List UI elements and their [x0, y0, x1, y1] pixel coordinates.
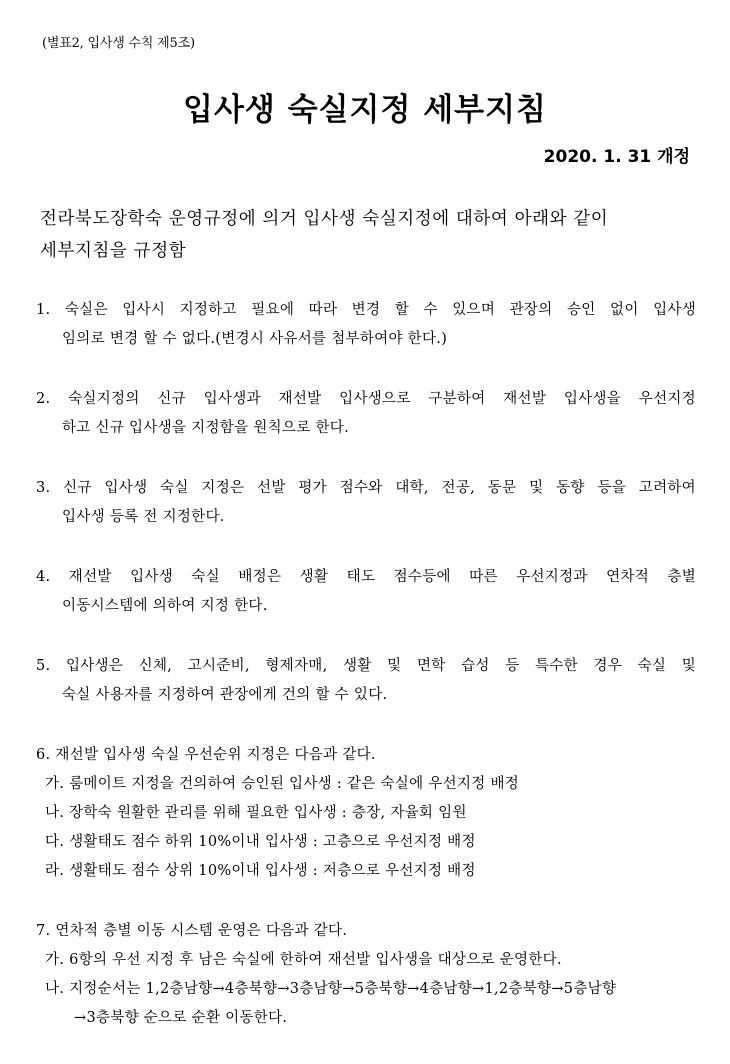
item-line-continued: 이동시스템에 의하여 지정 한다. [62, 598, 268, 614]
item-line: 2. 숙실지정의 신규 입사생과 재선발 입사생으로 구분하여 재선발 입사생을 우선지정 [36, 391, 696, 407]
revision-date: 2020. 1. 31 개정 [543, 147, 690, 167]
sub-item-ra: 라. 생활태도 점수 상위 10%이내 입사생 : 저층으로 우선지정 배정 [45, 863, 476, 879]
sub-item-na: 나. 장학숙 원활한 관리를 위해 필요한 입사생 : 층장, 자율회 임원 [45, 805, 467, 821]
document-title: 입사생 숙실지정 세부지침 [183, 92, 547, 128]
intro-line-1: 전라북도장학숙 운영규정에 의거 입사생 숙실지정에 대하여 아래와 같이 [40, 209, 609, 229]
guideline-item-7 [36, 917, 696, 1033]
sub-item-ga: 가. 6항의 우선 지정 후 남은 숙실에 한하여 재선발 입사생을 대상으로 운영한다. [45, 952, 562, 968]
intro-paragraph [40, 203, 695, 267]
sub-item-ga: 가. 룸메이트 지정을 건의하여 승인된 입사생 : 같은 숙실에 우선지정 배정 [45, 776, 520, 792]
item-line: 4. 재선발 입사생 숙실 배정은 생활 태도 점수등에 따른 우선지정과 연차적 층별 [36, 569, 696, 585]
item-line-continued: 임의로 변경 할 수 없다.(변경시 사유서를 첨부하여야 한다.) [62, 331, 448, 347]
sub-item-na: 나. 지정순서는 1,2층남향→4층북향→3층남향→5층북향→4층남향→1,2층북향→5층남향 [45, 981, 617, 997]
item-line-continued: 숙실 사용자를 지정하여 관장에게 건의 할 수 있다. [62, 687, 388, 703]
guideline-item-1 [36, 296, 696, 354]
guideline-item-3 [36, 474, 696, 532]
reference-note: (별표2, 입사생 수칙 제5조) [42, 36, 195, 51]
item-line: 5. 입사생은 신체, 고시준비, 형제자매, 생활 및 면학 습성 등 특수한 경우 숙실 및 [36, 658, 696, 674]
item-line: 1. 숙실은 입사시 지정하고 필요에 따라 변경 할 수 있으며 관장의 승인 없이 입사생 [36, 302, 696, 318]
guideline-list [36, 296, 696, 1064]
guideline-item-6 [36, 741, 696, 886]
sub-item-continued: →3층북향 순으로 순환 이동한다. [74, 1010, 288, 1026]
guideline-item-2 [36, 385, 696, 443]
sub-item-da: 다. 생활태도 점수 하위 10%이내 입사생 : 고층으로 우선지정 배정 [45, 834, 476, 850]
item-line-continued: 입사생 등록 전 지정한다. [62, 509, 225, 525]
item-line: 6. 재선발 입사생 숙실 우선순위 지정은 다음과 같다. [36, 747, 376, 763]
intro-line-2: 세부지침을 규정함 [40, 241, 187, 261]
guideline-item-5 [36, 652, 696, 710]
guideline-item-4 [36, 563, 696, 621]
item-line: 3. 신규 입사생 숙실 지정은 선발 평가 점수와 대학, 전공, 동문 및 동향 등을 고려하여 [36, 480, 696, 496]
item-line-continued: 하고 신규 입사생을 지정함을 원칙으로 한다. [62, 420, 349, 436]
item-line: 7. 연차적 층별 이동 시스템 운영은 다음과 같다. [36, 923, 348, 939]
